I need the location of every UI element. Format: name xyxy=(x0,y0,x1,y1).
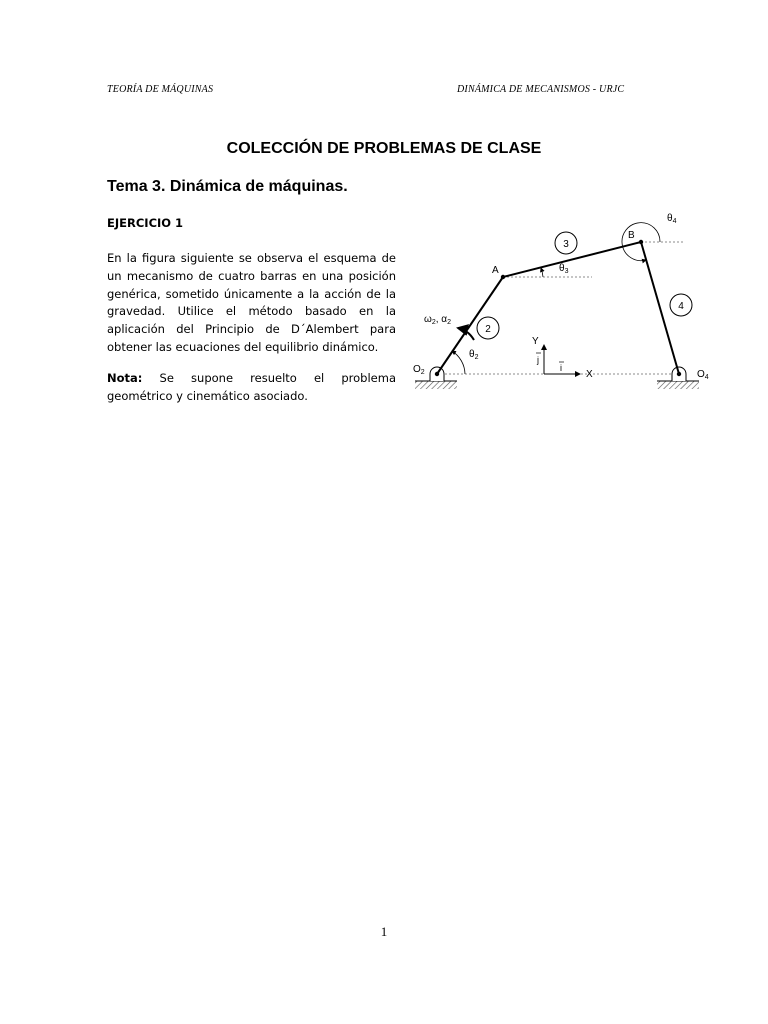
page-number: 1 xyxy=(380,924,388,939)
theta3-arc xyxy=(541,268,543,277)
link-4-number: 4 xyxy=(678,301,684,312)
exercise-paragraph: En la figura siguiente se observa el esquema de un mecanismo de cuatro barras en una posición genérica, sometido únicamente a la acción de la gravedad. Utilice el método basado en la aplicación del Principio de D´Alembert para obtener las ecuaciones del equilibrio dinámico. xyxy=(107,251,396,354)
joint-B xyxy=(639,240,643,244)
label-omega-alpha: $\omega_2$, $\alpha_2$ xyxy=(424,314,451,326)
theta2-arc xyxy=(452,351,465,374)
label-X: X xyxy=(586,369,593,380)
exercise-note xyxy=(107,370,396,406)
label-O4: $O_4$ xyxy=(697,369,709,381)
header-right: DINÁMICA DE MECANISMOS - URJC xyxy=(457,84,625,95)
note-text: Se supone resuelto el problema geométrico y cinemático asociado. xyxy=(107,371,396,403)
four-bar-mechanism-figure xyxy=(405,205,725,400)
note-label: Nota: xyxy=(107,371,143,385)
joint-O2 xyxy=(435,372,439,376)
joint-A xyxy=(501,275,505,279)
document-title: COLECCIÓN DE PROBLEMAS DE CLASE xyxy=(226,140,542,157)
label-j: j xyxy=(537,355,539,365)
label-i: i xyxy=(560,363,562,373)
joint-O4 xyxy=(677,372,681,376)
label-theta4: $\theta_4$ xyxy=(667,213,677,225)
label-Y: Y xyxy=(532,336,539,347)
ground-hatch-O2 xyxy=(415,381,457,389)
ground-hatch-O4 xyxy=(657,381,699,389)
header-left: TEORÍA DE MÁQUINAS xyxy=(107,84,214,95)
link-3-number: 3 xyxy=(563,239,569,250)
label-theta3: $\theta_3$ xyxy=(559,263,569,275)
exercise-heading: EJERCICIO 1 xyxy=(107,216,184,230)
link-2-number: 2 xyxy=(485,324,491,335)
label-theta2: $\theta_2$ xyxy=(469,349,479,361)
label-B: B xyxy=(628,230,635,241)
label-O2: $O_2$ xyxy=(413,364,425,376)
label-A: A xyxy=(492,265,499,276)
section-title: Tema 3. Dinámica de máquinas. xyxy=(107,178,348,195)
